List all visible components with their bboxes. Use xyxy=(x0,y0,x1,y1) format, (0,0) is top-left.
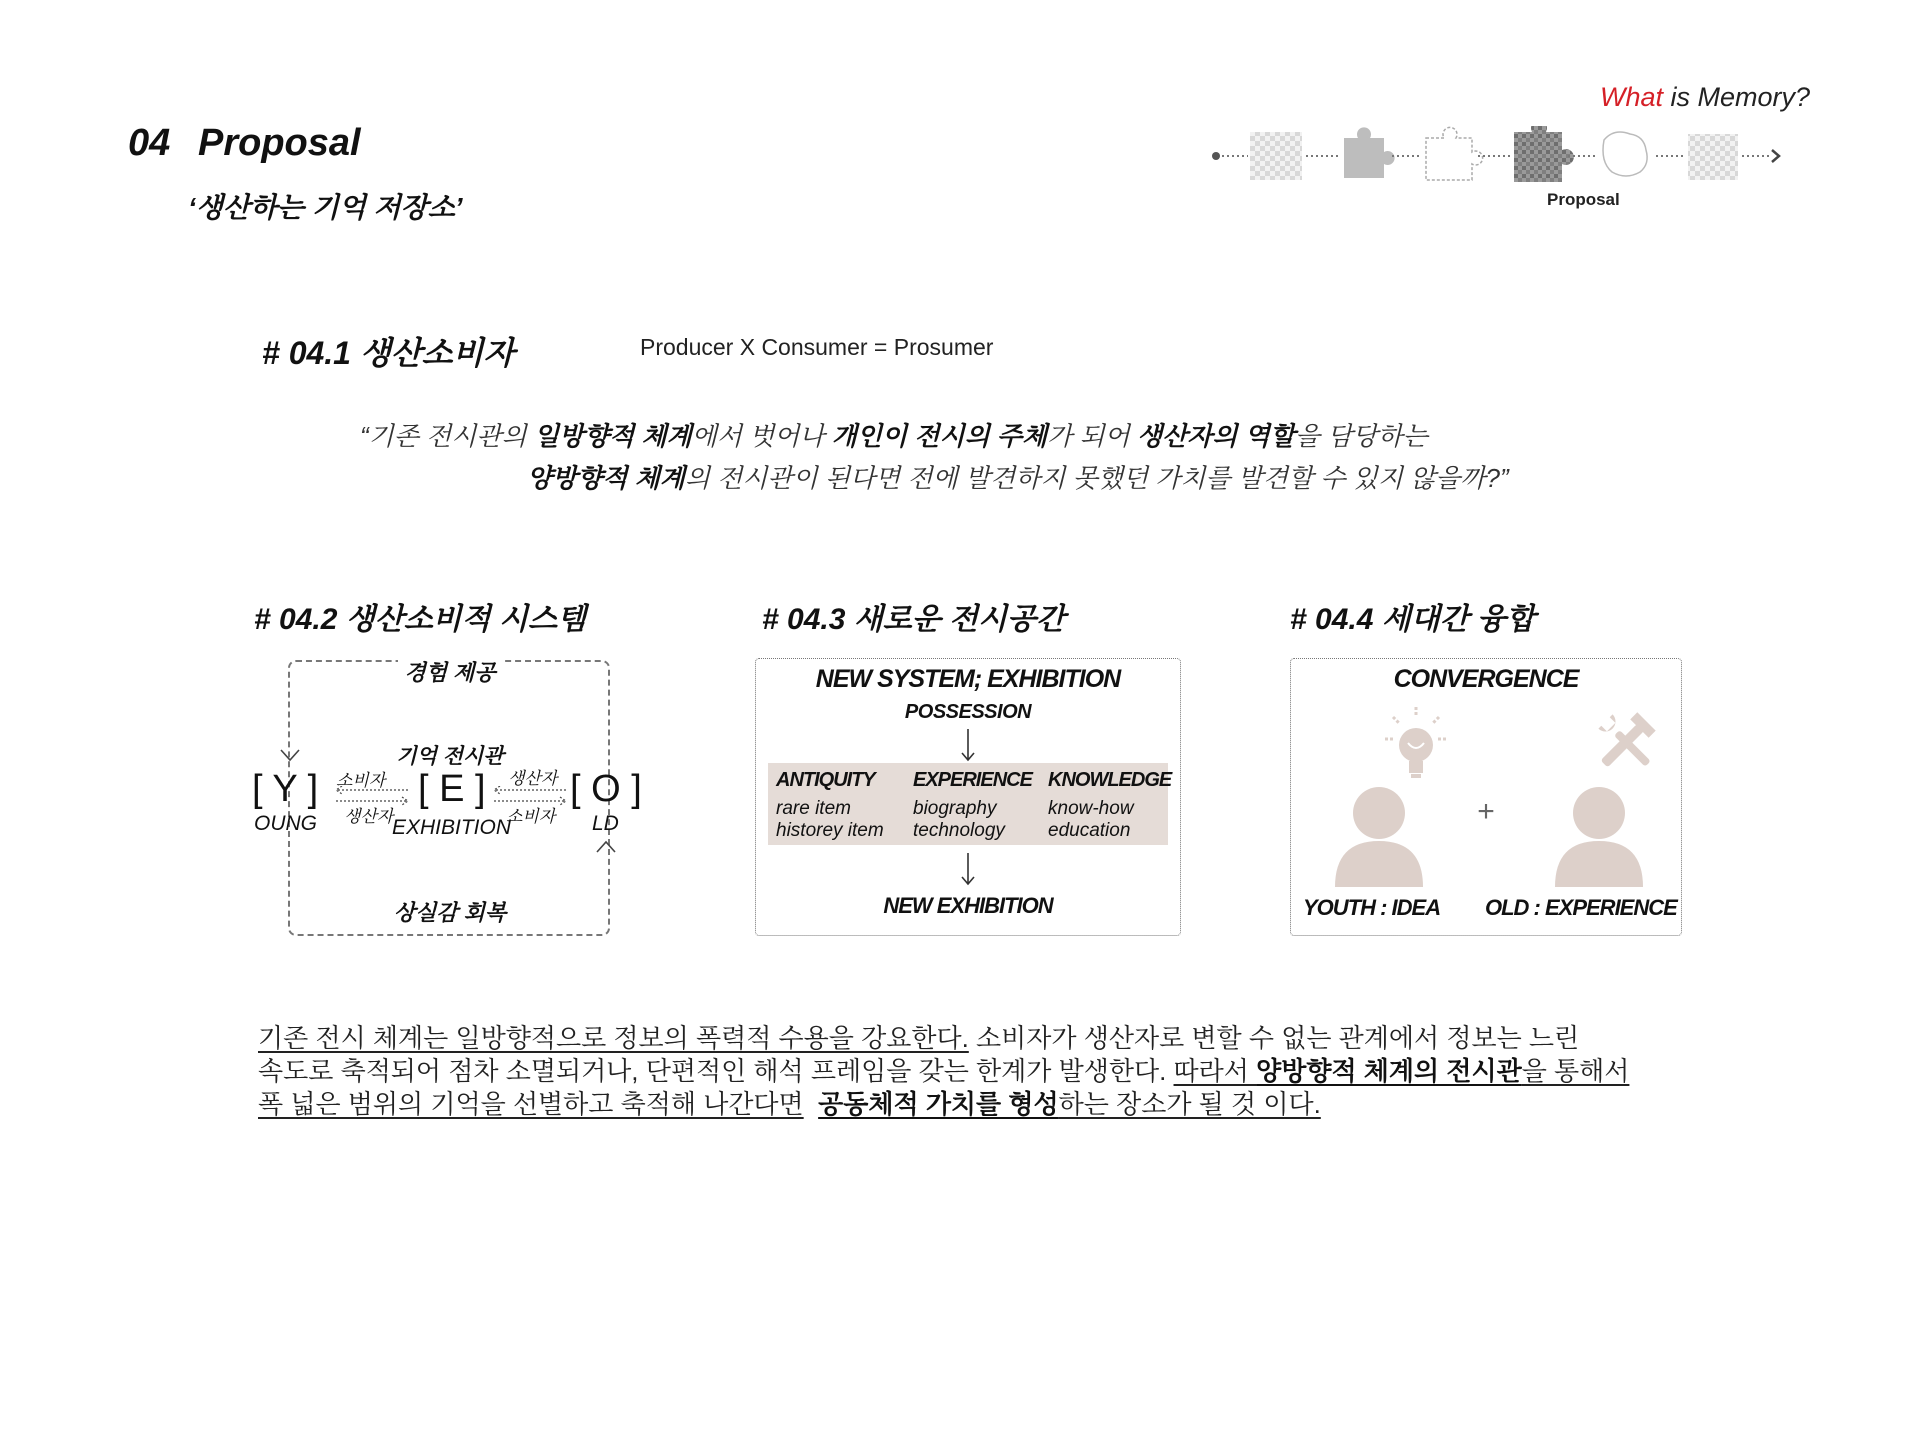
down-arrow-icon xyxy=(956,727,980,763)
paragraph-bold-text: 공동체적 가치를 형성 xyxy=(818,1089,1059,1119)
quote-bold-text: 생산자의 역할 xyxy=(1136,421,1295,451)
paragraph-bold-text: 양방향적 체계의 전시관 xyxy=(1256,1056,1522,1086)
column-item: know-how xyxy=(1048,798,1134,819)
quote-text: 가 되어 xyxy=(1047,421,1137,451)
old-label: OLD : EXPERIENCE xyxy=(1485,895,1677,920)
summary-paragraph xyxy=(258,1022,1678,1121)
progress-end-arrow-icon xyxy=(1772,150,1779,162)
quote-bold-text: 일방향적 체계 xyxy=(533,421,692,451)
tools-icon xyxy=(1591,707,1661,777)
prosumer-formula: Producer X Consumer = Prosumer xyxy=(640,334,994,360)
puzzle-piece-icon xyxy=(1344,127,1395,178)
category-columns xyxy=(768,763,1172,845)
nav-title xyxy=(1600,82,1810,113)
progress-start-dot xyxy=(1212,152,1220,160)
paragraph-spacer xyxy=(804,1089,818,1119)
right-lower-arrow-label: 소비자 xyxy=(506,807,556,826)
quote-bold-text: 개인이 전시의 주체 xyxy=(831,421,1048,451)
prosumer-system-diagram xyxy=(250,656,680,946)
paragraph-underlined-text: 폭 넓은 범위의 기억을 선별하고 축적해 나간다면 xyxy=(258,1089,804,1119)
page-title: Proposal xyxy=(198,122,361,164)
quote-text: 에서 벗어나 xyxy=(691,421,832,451)
plus-sign: + xyxy=(1477,795,1495,828)
young-bracket: [ Y ] xyxy=(252,768,319,810)
column-item: technology xyxy=(913,820,1005,841)
quote-text: “기존 전시관의 xyxy=(360,421,534,451)
column-antiquity xyxy=(776,769,906,842)
cycle-bottom-label: 상실감 회복 xyxy=(388,900,512,925)
paragraph-underlined-text: 을 통해서 xyxy=(1521,1056,1630,1086)
new-system-title: NEW SYSTEM; EXHIBITION xyxy=(815,665,1121,693)
paragraph-line-2 xyxy=(258,1055,1678,1088)
column-header: ANTIQUITY xyxy=(776,769,875,791)
column-header: KNOWLEDGE xyxy=(1048,769,1172,791)
quote-bold-text: 양방향적 체계 xyxy=(527,463,685,493)
page-subtitle: ‘생산하는 기억 저장소’ xyxy=(188,192,463,223)
left-upper-arrow-label: 소비자 xyxy=(336,771,386,790)
old-person-icon xyxy=(1549,779,1649,889)
column-item: rare item xyxy=(776,798,851,819)
paragraph-underlined-text: 기존 전시 체계는 일방향적으로 정보의 폭력적 수용을 강요한다. xyxy=(258,1023,969,1053)
memory-museum-label: 기억 전시관 xyxy=(396,745,504,768)
youth-label: YOUTH : IDEA xyxy=(1303,895,1441,920)
old-label: LD xyxy=(592,812,619,835)
quote-text: 의 전시관이 된다면 전에 발견하지 못했던 가치를 발견할 수 있지 않을까?” xyxy=(684,463,1509,493)
column-item: education xyxy=(1048,820,1131,841)
paragraph-underlined-text: 하는 장소가 될 것 이다. xyxy=(1058,1089,1321,1119)
column-knowledge xyxy=(1048,769,1178,842)
paragraph-text: 소비자가 생산자로 변할 수 없는 관계에서 정보는 느린 xyxy=(968,1023,1580,1053)
quote-line-2 xyxy=(527,458,1509,495)
nav-current-label: Proposal xyxy=(1547,190,1620,209)
column-header: EXPERIENCE xyxy=(913,769,1032,791)
column-item: biography xyxy=(913,798,997,819)
section-043-title: # 04.3 새로운 전시공간 xyxy=(762,603,1065,636)
section-044-title: # 04.4 세대간 융합 xyxy=(1290,603,1535,636)
paragraph-line-3 xyxy=(258,1088,1678,1121)
convergence-diagram xyxy=(1290,658,1682,936)
progress-nav xyxy=(1210,126,1850,190)
right-exchange-arrows-icon xyxy=(490,786,570,806)
up-arrow-icon xyxy=(594,836,618,856)
down-arrow-icon xyxy=(956,851,980,887)
convergence-title: CONVERGENCE xyxy=(1393,665,1579,693)
left-lower-arrow-label: 생산자 xyxy=(344,807,394,826)
section-number: 04 xyxy=(128,122,171,164)
nav-title-rest: is Memory? xyxy=(1663,82,1811,112)
lightbulb-icon xyxy=(1381,703,1451,783)
section-042-title: # 04.2 생산소비적 시스템 xyxy=(254,603,586,636)
old-bracket: [ O ] xyxy=(570,768,642,810)
new-exhibition-diagram xyxy=(755,658,1181,936)
exhibition-bracket: [ E ] xyxy=(418,768,486,810)
young-label: OUNG xyxy=(254,812,317,835)
possession-label: POSSESSION xyxy=(904,701,1032,723)
puzzle-piece-icon xyxy=(1426,127,1483,180)
paragraph-line-1 xyxy=(258,1022,1678,1055)
puzzle-piece-icon xyxy=(1603,132,1647,176)
paragraph-underlined-text: 따라서 xyxy=(1173,1056,1257,1086)
puzzle-piece-icon xyxy=(1688,134,1738,180)
paragraph-text: 속도로 축적되어 점차 소멸되거나, 단편적인 해석 프레임을 갖는 한계가 발생한다. xyxy=(258,1056,1174,1086)
quote-line-1 xyxy=(360,416,1428,453)
exhibition-label: EXHIBITION xyxy=(392,816,512,839)
new-exhibition-label: NEW EXHIBITION xyxy=(883,893,1053,918)
cycle-top-label: 경험 제공 xyxy=(398,660,501,685)
nav-title-highlight: What xyxy=(1600,82,1664,112)
column-experience xyxy=(913,769,1043,842)
youth-person-icon xyxy=(1329,779,1429,889)
current-puzzle-piece-icon xyxy=(1514,126,1574,182)
left-exchange-arrows-icon xyxy=(332,786,412,806)
right-upper-arrow-label: 생산자 xyxy=(508,769,558,788)
column-item: historey item xyxy=(776,820,884,841)
puzzle-piece-icon xyxy=(1250,132,1302,180)
section-041-title: # 04.1 생산소비자 xyxy=(262,335,515,371)
quote-text: 을 담당하는 xyxy=(1294,421,1428,451)
